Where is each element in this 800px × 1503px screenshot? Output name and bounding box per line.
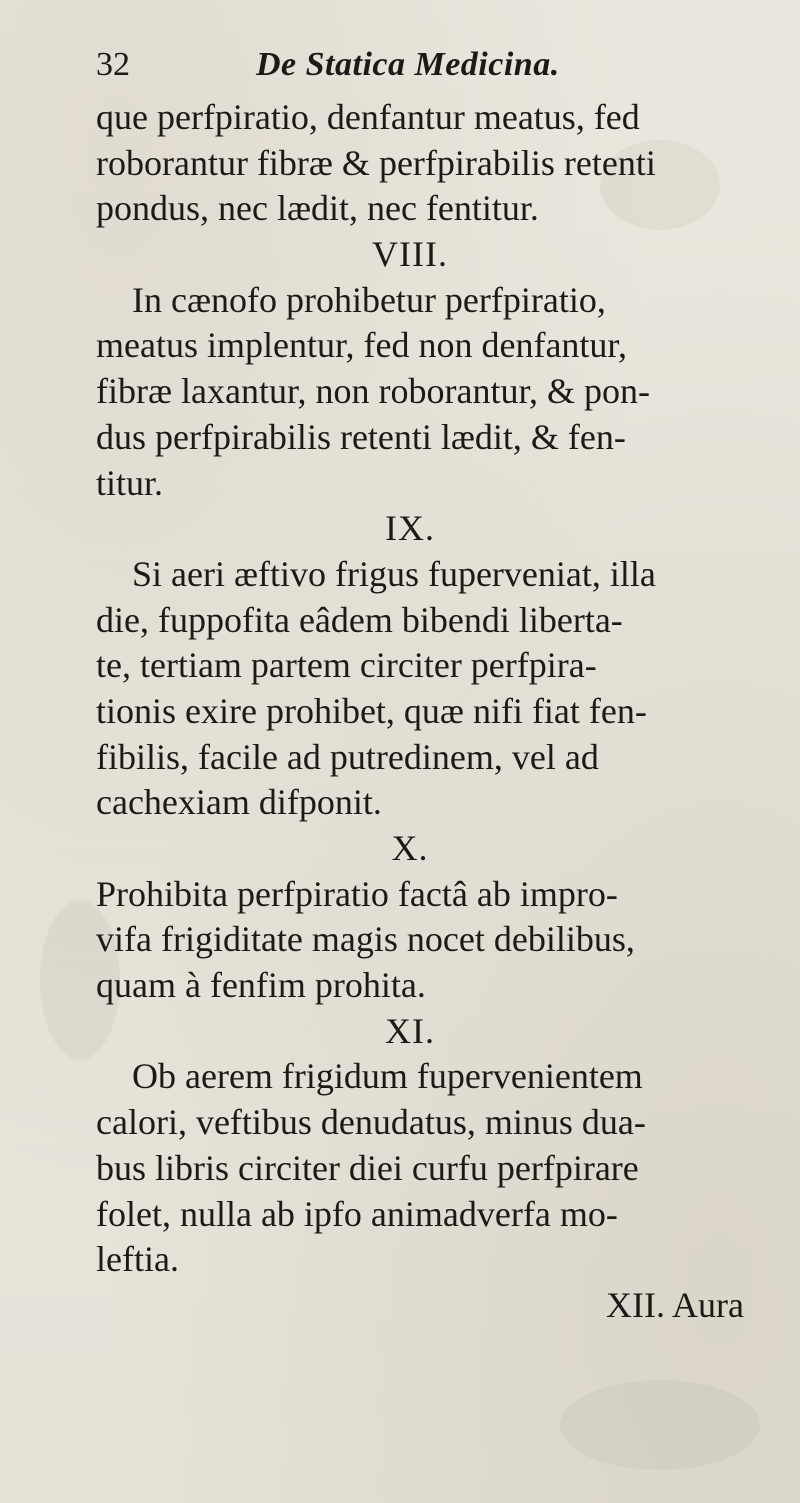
- text-line: leftia.: [96, 1239, 179, 1280]
- text-line: Si aeri æftivo frigus fuperveniat, illa: [132, 553, 656, 594]
- section-numeral: VIII.: [372, 234, 448, 275]
- text-line: die, fuppofita eâdem bibendi liberta-: [96, 599, 623, 640]
- paper-stain: [560, 1380, 760, 1470]
- text-line: te, tertiam partem circiter perfpira-: [96, 645, 597, 686]
- text-line: dus perfpirabilis retenti lædit, & fen-: [96, 416, 626, 457]
- text-line: vifa frigiditate magis nocet debilibus,: [96, 919, 635, 960]
- text-line: bus libris circiter diei curfu perfpirare: [96, 1147, 639, 1188]
- section-numeral: XI.: [385, 1010, 435, 1051]
- body-text: [96, 95, 764, 1329]
- text-line: In cænofo prohibetur perfpiratio,: [132, 279, 606, 320]
- text-line: fibræ laxantur, non roborantur, & pon-: [96, 371, 650, 412]
- text-line: tionis exire prohibet, quæ nifi fiat fen-: [96, 690, 647, 731]
- text-line: cachexiam difponit.: [96, 782, 382, 823]
- text-line: calori, veftibus denudatus, minus dua-: [96, 1102, 646, 1143]
- text-line: roborantur fibræ & perfpirabilis retenti: [96, 142, 656, 183]
- section-numeral: IX.: [385, 508, 435, 549]
- text-line: folet, nulla ab ipfo animadverfa mo-: [96, 1193, 618, 1234]
- text-line: fibilis, facile ad putredinem, vel ad: [96, 736, 599, 777]
- page-header: [96, 40, 740, 90]
- running-title: De Statica Medicina.: [256, 46, 560, 83]
- text-line: Prohibita perfpiratio factâ ab impro-: [96, 873, 618, 914]
- text-line: meatus implentur, fed non denfantur,: [96, 325, 627, 366]
- text-line: Ob aerem frigidum fupervenientem: [132, 1056, 643, 1097]
- page-number: 32: [96, 46, 130, 83]
- text-line: pondus, nec lædit, nec fentitur.: [96, 188, 539, 229]
- section-numeral: X.: [391, 828, 429, 868]
- text-line: titur.: [96, 462, 164, 503]
- text-line: que perfpiratio, denfantur meatus, fed: [96, 97, 640, 137]
- text-line: quam à fenfim prohita.: [96, 965, 426, 1006]
- catchword: XII. Aura: [606, 1284, 744, 1325]
